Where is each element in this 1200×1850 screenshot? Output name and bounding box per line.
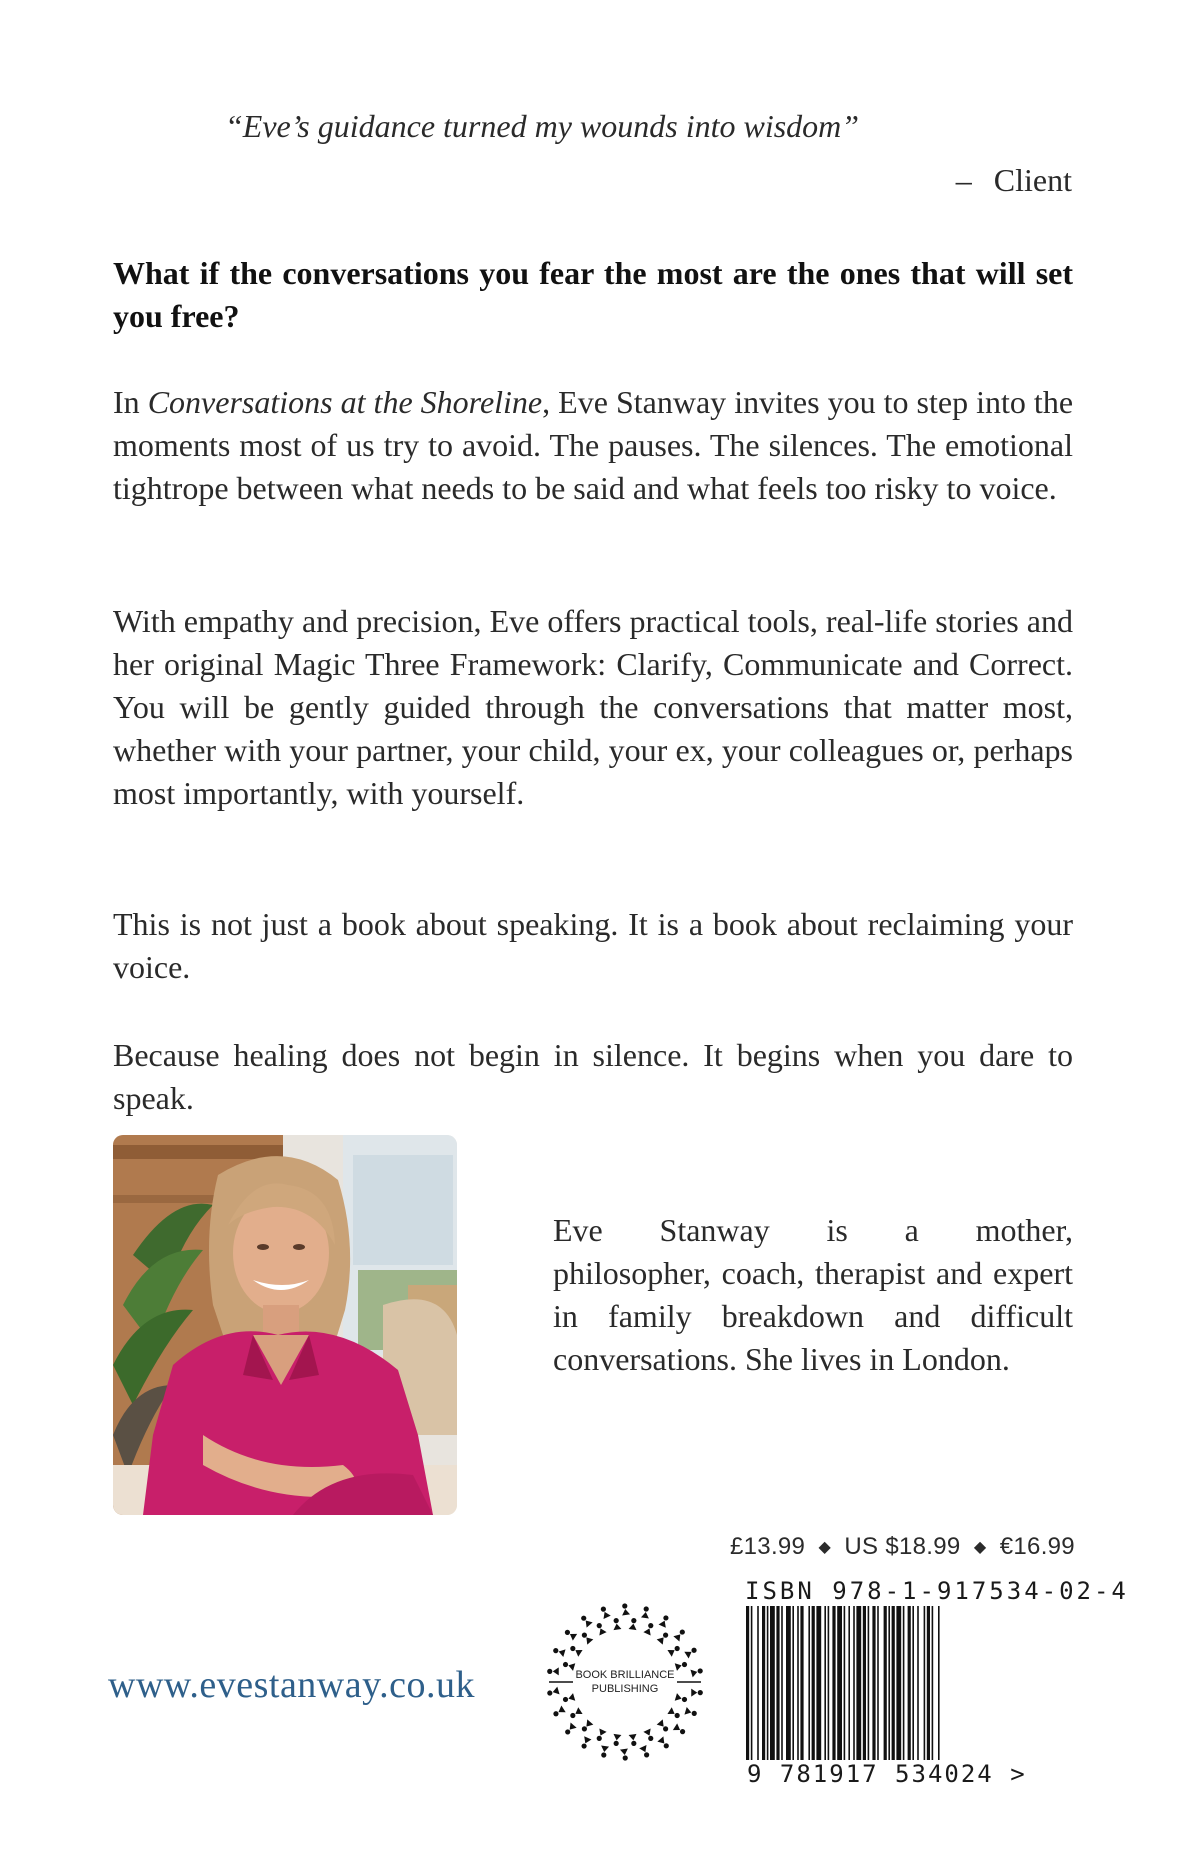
testimonial-quote: “Eve’s guidance turned my wounds into wisdom” (225, 108, 860, 144)
price-gbp: £13.99 (730, 1533, 806, 1560)
testimonial-attribution (956, 160, 1072, 200)
author-bio (553, 1209, 1073, 1381)
headline: What if the conversations you fear the most are the ones that will set you free? (113, 255, 1073, 334)
paragraph-reclaim: This is not just a book about speaking. It is a book about reclaiming your voice. (113, 906, 1073, 985)
price-eur: €16.99 (999, 1533, 1075, 1560)
attribution-dash: – (955, 162, 972, 198)
paragraph-intro (113, 381, 1073, 510)
diamond-icon: ◆ (973, 1539, 987, 1556)
website-url: www.evestanway.co.uk (108, 1664, 476, 1706)
barcode-digits: 9 781917 534024 > (747, 1760, 1027, 1788)
bio-first-line (553, 1209, 1073, 1252)
price-usd: US $18.99 (844, 1533, 961, 1560)
paragraph-framework: With empathy and precision, Eve offers practical tools, real-life stories and her original Magic Three Framework: Clarify, Communicate and Correct. You will be gently guided through the conversations that matter most, whether with your partner, your child, your ex, your colleagues or, perhaps most importantly, with yourself. (113, 603, 1073, 811)
publisher-logo (535, 1592, 715, 1772)
intro-rest: , Eve Stanway invites you to step into the moments most of us try to avoid. The pauses. The silences. The emotional tightrope between what needs to be said and what feels too risky to voice. (113, 384, 1074, 506)
bio-rest: philosopher, coach, therapist and expert in family breakdown and difficult conversations. She lives in London. (553, 1255, 1073, 1377)
bio-word: Eve (553, 1212, 603, 1248)
diamond-icon: ◆ (818, 1539, 832, 1556)
paragraph-healing: Because healing does not begin in silence. It begins when you dare to speak. (113, 1037, 1073, 1116)
publisher-name-line2: PUBLISHING (591, 1683, 659, 1695)
isbn-label: ISBN 978-1-917534-02-4 (745, 1577, 1129, 1605)
barcode-icon (742, 1606, 1002, 1786)
intro-prefix: In (113, 384, 148, 420)
bio-word: Stanway (659, 1212, 770, 1248)
bio-word: mother, (975, 1212, 1073, 1248)
price-line (730, 1533, 1075, 1561)
bio-word: is (826, 1212, 848, 1248)
author-photo (113, 1135, 457, 1515)
publisher-name-line1: BOOK BRILLIANCE (575, 1669, 675, 1681)
book-title: Conversations at the Shoreline (147, 384, 543, 420)
attribution-name: Client (993, 162, 1072, 198)
bio-word: a (904, 1212, 919, 1248)
